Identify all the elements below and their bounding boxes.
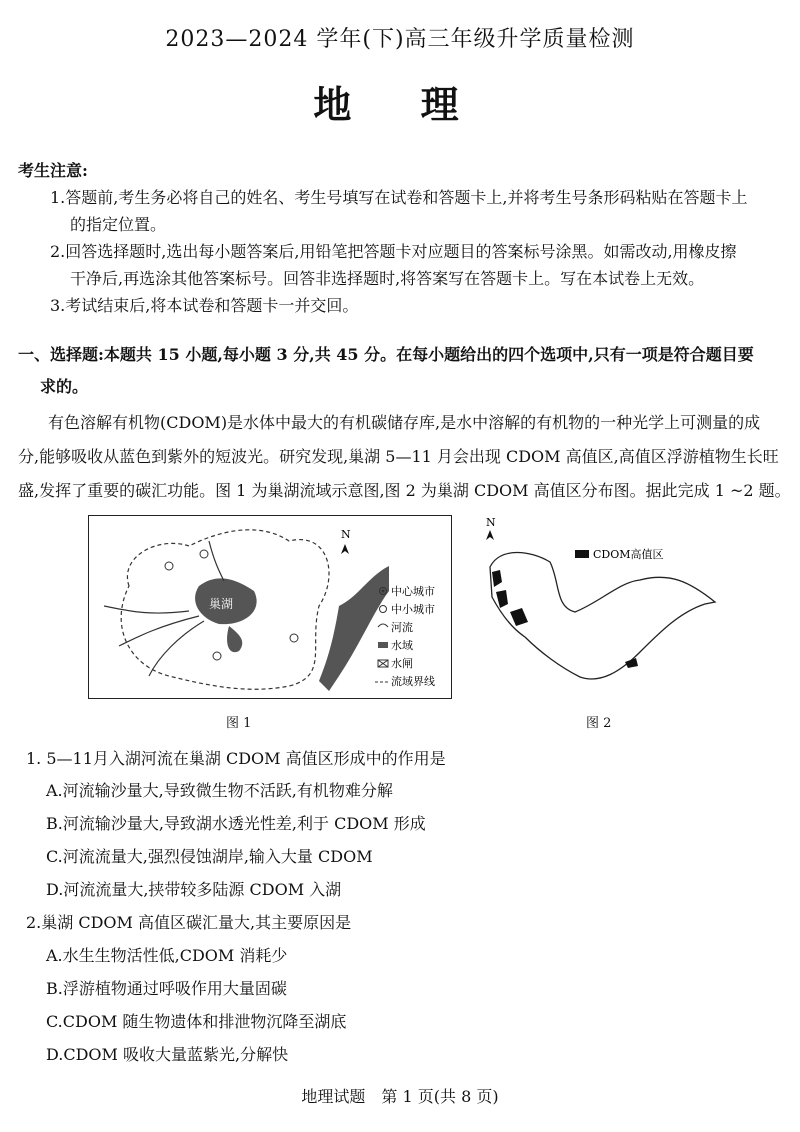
figure-1-caption: 图 1 — [226, 716, 252, 731]
cdom-zone — [496, 590, 508, 608]
north-arrow-label: N — [341, 528, 351, 541]
option: B.浮游植物通过呼吸作用大量固碳 — [46, 979, 287, 998]
option: D.CDOM 吸收大量蓝紫光,分解快 — [46, 1045, 289, 1064]
city-icon — [165, 562, 173, 570]
legend-swatch — [575, 550, 589, 558]
legend-item: 水域 — [391, 639, 413, 652]
option: A.水生生物活性低,CDOM 消耗少 — [46, 946, 288, 965]
question-stem: 1. 5—11月入湖河流在巢湖 CDOM 高值区形成中的作用是 — [26, 749, 446, 768]
option: A.河流输沙量大,导致微生物不活跃,有机物难分解 — [46, 781, 393, 800]
city-icon — [200, 550, 208, 558]
notice-line: 干净后,再选涂其他答案标号。回答非选择题时,将答案写在答题卡上。写在本试卷上无效。 — [70, 269, 705, 288]
question-stem: 2.巢湖 CDOM 高值区碳汇量大,其主要原因是 — [26, 913, 352, 932]
figure-1-legend — [375, 584, 435, 688]
passage-line: 分,能够吸收从蓝色到紫外的短波光。研究发现,巢湖 5—11 月会出现 CDOM 高值区,高值区浮游植物生长旺 — [18, 447, 779, 466]
city-icon — [290, 634, 298, 642]
north-arrow-label: N — [486, 516, 496, 529]
notice-heading: 考生注意: — [18, 161, 88, 180]
option: C.CDOM 随生物遗体和排泄物沉降至湖底 — [46, 1012, 347, 1031]
passage-line: 有色溶解有机物(CDOM)是水体中最大的有机碳储存库,是水中溶解的有机物的一种光学上可测量的成 — [48, 413, 761, 432]
north-arrow-icon — [486, 530, 494, 540]
exam-title: 2023—2024 学年(下)高三年级升学质量检测 — [165, 27, 635, 52]
legend-item: 流域界线 — [391, 675, 435, 688]
section-heading: 一、选择题:本题共 15 小题,每小题 3 分,共 45 分。在每小题给出的四个选项中,只有一项是符合题目要 — [18, 345, 754, 364]
option: B.河流输沙量大,导致湖水透光性差,利于 CDOM 形成 — [46, 814, 426, 833]
notice-line: 1.答题前,考生务必将自己的姓名、考生号填写在试卷和答题卡上,并将考生号条形码粘贴在答题卡上 — [50, 188, 748, 207]
page-footer: 地理试题 第 1 页(共 8 页) — [301, 1087, 499, 1106]
city-icon — [213, 652, 221, 660]
legend-item: 水闸 — [391, 657, 413, 670]
subject-title: 地 理 — [313, 82, 487, 127]
notice-line: 的指定位置。 — [70, 215, 167, 234]
section-heading: 求的。 — [40, 377, 89, 396]
legend-item: 中心城市 — [391, 585, 435, 598]
legend-item: CDOM高值区 — [593, 548, 664, 561]
cdom-zone — [492, 570, 502, 587]
legend-item: 河流 — [391, 621, 413, 634]
cdom-zone — [510, 608, 528, 626]
lake-label: 巢湖 — [209, 597, 234, 611]
north-arrow-icon — [341, 544, 349, 554]
chaohu-basin-map — [89, 516, 451, 698]
water-body — [227, 626, 242, 652]
figure-2-caption: 图 2 — [586, 716, 612, 731]
legend-item: 中小城市 — [391, 603, 435, 616]
passage-line: 盛,发挥了重要的碳汇功能。图 1 为巢湖流域示意图,图 2 为巢湖 CDOM 高值区分布图。据此完成 1 ~2 题。 — [18, 481, 791, 500]
option: C.河流流量大,强烈侵蚀湖岸,输入大量 CDOM — [46, 847, 373, 866]
notice-line: 2.回答选择题时,选出每小题答案后,用铅笔把答题卡对应题目的答案标号涂黑。如需改动,用橡皮擦 — [50, 242, 737, 261]
option: D.河流流量大,挟带较多陆源 CDOM 入湖 — [46, 880, 342, 899]
figure-1-map — [88, 515, 452, 699]
notice-line: 3.考试结束后,将本试卷和答题卡一并交回。 — [50, 296, 359, 315]
yangtze-river — [319, 566, 389, 691]
cdom-distribution-map — [480, 512, 730, 692]
figure-2-map — [480, 512, 730, 692]
